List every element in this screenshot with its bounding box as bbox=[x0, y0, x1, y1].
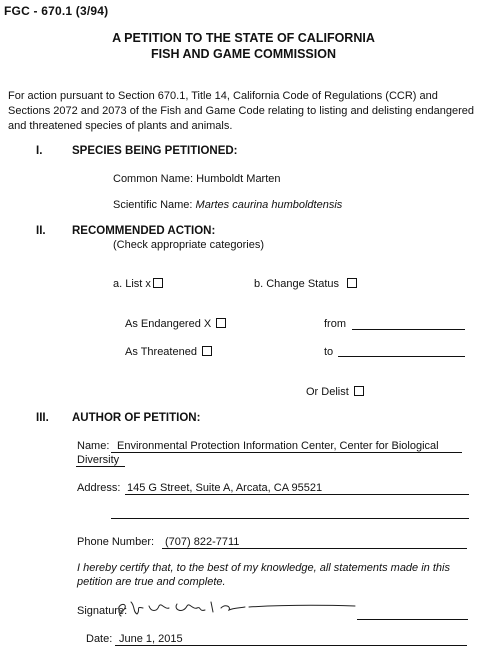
or-delist-label: Or Delist bbox=[306, 386, 349, 398]
author-name-row bbox=[77, 440, 109, 452]
author-name-line1-underline bbox=[111, 452, 462, 453]
change-status-checkbox[interactable] bbox=[347, 278, 357, 288]
address-line2-underline[interactable] bbox=[111, 518, 469, 519]
author-name-value-line1: Environmental Protection Information Center, Center for Biological bbox=[117, 440, 439, 452]
as-threatened-checkbox[interactable] bbox=[202, 346, 212, 356]
date-label: Date: bbox=[86, 633, 113, 645]
phone-value: (707) 822-7711 bbox=[165, 536, 240, 548]
signature-underline bbox=[357, 619, 468, 620]
list-label: a. List x bbox=[113, 278, 151, 290]
change-status-label: b. Change Status bbox=[254, 278, 340, 290]
section1-heading: SPECIES BEING PETITIONED: bbox=[72, 145, 238, 157]
address-label: Address: bbox=[77, 482, 121, 494]
from-label: from bbox=[324, 318, 346, 330]
section3-heading: AUTHOR OF PETITION: bbox=[72, 412, 201, 424]
author-name-line2-underline bbox=[76, 466, 125, 467]
section2-heading: RECOMMENDED ACTION: bbox=[72, 225, 216, 237]
common-name-value: Humboldt Marten bbox=[196, 173, 281, 185]
common-name-row bbox=[113, 173, 281, 185]
section3-number: III. bbox=[36, 412, 49, 424]
as-endangered-checkbox[interactable] bbox=[216, 318, 226, 328]
as-endangered-label: As Endangered X bbox=[125, 318, 212, 330]
phone-underline bbox=[162, 548, 467, 549]
or-delist-option[interactable] bbox=[306, 386, 364, 398]
certification-statement: I hereby certify that, to the best of my knowledge, all statements made in this petition are true and complete. bbox=[77, 562, 450, 588]
as-endangered-option[interactable] bbox=[125, 318, 226, 330]
list-checkbox[interactable] bbox=[153, 278, 163, 288]
address-line1-underline bbox=[125, 494, 469, 495]
date-underline bbox=[115, 645, 467, 646]
form-id: FGC - 670.1 (3/94) bbox=[4, 4, 109, 18]
to-label: to bbox=[324, 346, 334, 358]
intro-paragraph: For action pursuant to Section 670.1, Title 14, California Code of Regulations (CCR) and Sections 2072 and 2073 of the Fish and Game Code relating to listing and delisting endangered and threatened species of plants and animals. bbox=[8, 90, 474, 132]
date-value: June 1, 2015 bbox=[119, 633, 183, 645]
phone-label: Phone Number: bbox=[77, 536, 155, 548]
author-name-value-line2: Diversity bbox=[77, 454, 120, 466]
list-option[interactable] bbox=[113, 278, 163, 290]
as-threatened-label: As Threatened bbox=[125, 346, 197, 358]
change-status-option[interactable] bbox=[254, 278, 357, 290]
signature-image bbox=[113, 596, 363, 620]
scientific-name-row bbox=[113, 199, 342, 211]
section1-number: I. bbox=[36, 145, 43, 157]
scientific-name-label: Scientific Name: bbox=[113, 199, 193, 211]
section2-subheading: (Check appropriate categories) bbox=[113, 239, 265, 251]
scientific-name-value: Martes caurina humboldtensis bbox=[195, 199, 343, 211]
document-title-line1: A PETITION TO THE STATE OF CALIFORNIA bbox=[112, 31, 375, 45]
common-name-label: Common Name: bbox=[113, 173, 194, 185]
address-value: 145 G Street, Suite A, Arcata, CA 95521 bbox=[127, 482, 323, 494]
from-field-line[interactable] bbox=[352, 329, 465, 330]
signature-label: Signature: bbox=[77, 605, 128, 617]
as-threatened-option[interactable] bbox=[125, 346, 212, 358]
document-title-line2: FISH AND GAME COMMISSION bbox=[151, 47, 336, 61]
section2-number: II. bbox=[36, 225, 46, 237]
to-field-line[interactable] bbox=[338, 356, 465, 357]
author-name-label: Name: bbox=[77, 440, 110, 452]
or-delist-checkbox[interactable] bbox=[354, 386, 364, 396]
